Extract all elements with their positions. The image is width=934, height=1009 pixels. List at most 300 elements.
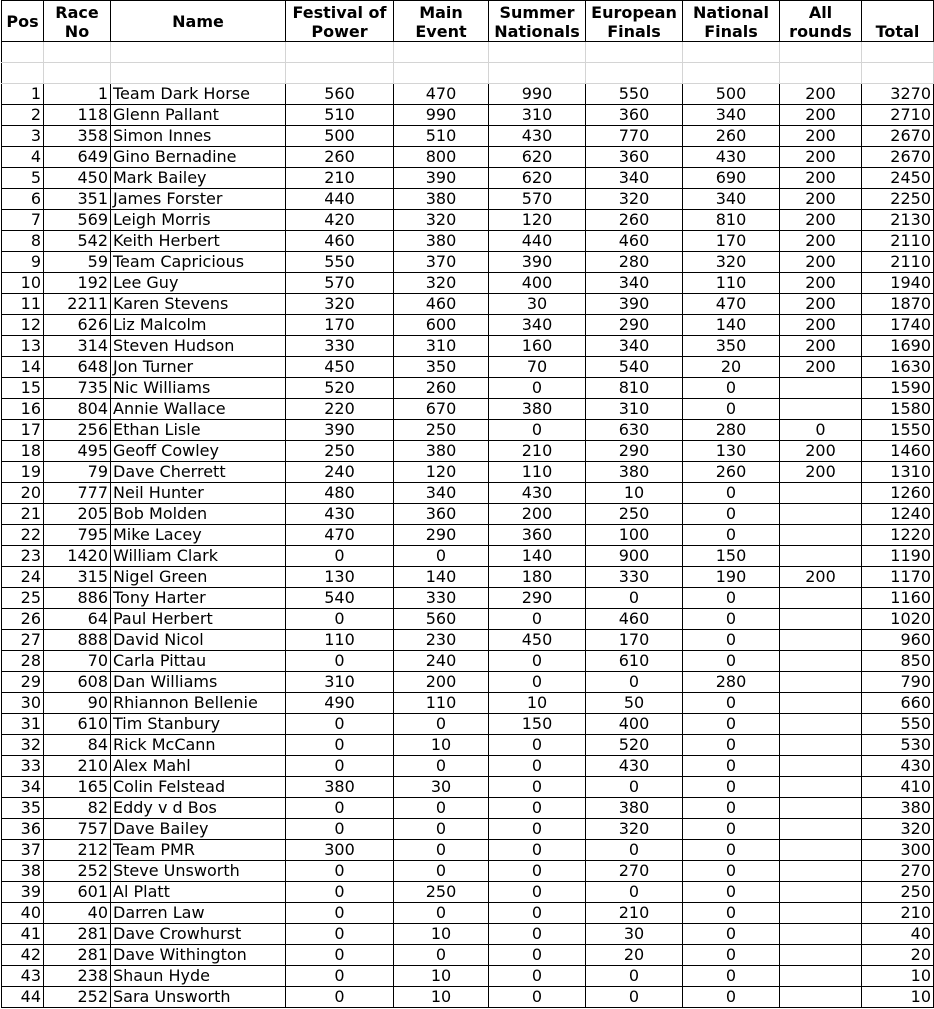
cell-pos[interactable]: 23 [2,546,44,567]
cell-total[interactable]: 2670 [862,147,934,168]
cell-festival-of-power[interactable]: 240 [286,462,394,483]
cell-all-rounds[interactable] [780,840,862,861]
cell-name[interactable]: James Forster [111,189,286,210]
cell-total[interactable]: 1310 [862,462,934,483]
cell-pos[interactable]: 2 [2,105,44,126]
cell-european-finals[interactable]: 310 [586,399,683,420]
cell-national-finals[interactable]: 260 [683,462,780,483]
cell-race-no[interactable]: 888 [44,630,111,651]
cell-national-finals[interactable]: 150 [683,546,780,567]
cell-festival-of-power[interactable]: 0 [286,798,394,819]
cell-european-finals[interactable]: 0 [586,966,683,987]
cell-summer-nationals[interactable]: 140 [489,546,586,567]
cell-european-finals[interactable]: 290 [586,441,683,462]
cell-european-finals[interactable]: 340 [586,168,683,189]
header-total[interactable]: Total [862,1,934,42]
cell-national-finals[interactable]: 0 [683,966,780,987]
cell-national-finals[interactable]: 0 [683,399,780,420]
cell-main-event[interactable]: 350 [394,357,489,378]
cell-total[interactable]: 1020 [862,609,934,630]
cell-all-rounds[interactable] [780,693,862,714]
cell-total[interactable]: 1460 [862,441,934,462]
cell-national-finals[interactable]: 0 [683,756,780,777]
cell-total[interactable]: 3270 [862,84,934,105]
header-european-finals[interactable]: European Finals [586,1,683,42]
cell-summer-nationals[interactable]: 620 [489,147,586,168]
cell-summer-nationals[interactable]: 0 [489,840,586,861]
cell-main-event[interactable]: 320 [394,273,489,294]
cell-main-event[interactable]: 260 [394,378,489,399]
cell-european-finals[interactable]: 380 [586,798,683,819]
cell-festival-of-power[interactable]: 490 [286,693,394,714]
cell-race-no[interactable]: 777 [44,483,111,504]
cell-main-event[interactable]: 110 [394,693,489,714]
cell-pos[interactable]: 36 [2,819,44,840]
cell-summer-nationals[interactable]: 110 [489,462,586,483]
cell-all-rounds[interactable]: 200 [780,126,862,147]
cell-name[interactable]: Geoff Cowley [111,441,286,462]
cell-all-rounds[interactable] [780,777,862,798]
cell-pos[interactable]: 13 [2,336,44,357]
cell-pos[interactable]: 28 [2,651,44,672]
cell-main-event[interactable]: 0 [394,546,489,567]
cell-festival-of-power[interactable]: 130 [286,567,394,588]
cell-all-rounds[interactable]: 200 [780,84,862,105]
cell-festival-of-power[interactable]: 260 [286,147,394,168]
cell-summer-nationals[interactable]: 310 [489,105,586,126]
cell-name[interactable]: Neil Hunter [111,483,286,504]
cell-main-event[interactable]: 120 [394,462,489,483]
cell-all-rounds[interactable]: 200 [780,189,862,210]
cell-total[interactable]: 790 [862,672,934,693]
cell-name[interactable]: Sara Unsworth [111,987,286,1008]
cell-summer-nationals[interactable]: 160 [489,336,586,357]
cell-name[interactable]: Glenn Pallant [111,105,286,126]
cell-european-finals[interactable]: 610 [586,651,683,672]
cell-total[interactable]: 1630 [862,357,934,378]
cell-all-rounds[interactable]: 200 [780,441,862,462]
cell-main-event[interactable]: 380 [394,441,489,462]
cell-name[interactable]: Ethan Lisle [111,420,286,441]
cell-all-rounds[interactable]: 200 [780,105,862,126]
header-summer-nationals[interactable]: Summer Nationals [489,1,586,42]
cell-name[interactable]: Bob Molden [111,504,286,525]
cell-national-finals[interactable]: 0 [683,903,780,924]
cell-total[interactable]: 1160 [862,588,934,609]
cell-european-finals[interactable]: 540 [586,357,683,378]
cell-total[interactable]: 320 [862,819,934,840]
cell-national-finals[interactable]: 430 [683,147,780,168]
cell-name[interactable]: Tony Harter [111,588,286,609]
cell-name[interactable]: Simon Innes [111,126,286,147]
cell-name[interactable]: Eddy v d Bos [111,798,286,819]
cell-european-finals[interactable]: 460 [586,231,683,252]
cell-race-no[interactable]: 351 [44,189,111,210]
cell-name[interactable]: Tim Stanbury [111,714,286,735]
cell-national-finals[interactable]: 0 [683,945,780,966]
cell-pos[interactable]: 26 [2,609,44,630]
cell-all-rounds[interactable] [780,714,862,735]
header-national-finals[interactable]: National Finals [683,1,780,42]
cell-european-finals[interactable]: 270 [586,861,683,882]
cell-national-finals[interactable]: 0 [683,714,780,735]
cell-all-rounds[interactable]: 200 [780,567,862,588]
cell-main-event[interactable]: 230 [394,630,489,651]
cell-all-rounds[interactable] [780,924,862,945]
cell-festival-of-power[interactable]: 550 [286,252,394,273]
cell-national-finals[interactable]: 280 [683,672,780,693]
cell-summer-nationals[interactable]: 450 [489,630,586,651]
cell-main-event[interactable]: 560 [394,609,489,630]
cell-summer-nationals[interactable]: 570 [489,189,586,210]
cell-festival-of-power[interactable]: 170 [286,315,394,336]
cell-name[interactable]: Carla Pittau [111,651,286,672]
cell-pos[interactable]: 25 [2,588,44,609]
cell-main-event[interactable]: 310 [394,336,489,357]
cell-pos[interactable]: 7 [2,210,44,231]
cell-pos[interactable]: 21 [2,504,44,525]
cell-race-no[interactable]: 804 [44,399,111,420]
cell-all-rounds[interactable] [780,882,862,903]
cell-name[interactable]: Team Dark Horse [111,84,286,105]
cell-race-no[interactable]: 315 [44,567,111,588]
cell-total[interactable]: 380 [862,798,934,819]
cell-national-finals[interactable]: 0 [683,882,780,903]
cell-total[interactable]: 1260 [862,483,934,504]
cell-race-no[interactable]: 210 [44,756,111,777]
cell-national-finals[interactable]: 810 [683,210,780,231]
cell-race-no[interactable]: 212 [44,840,111,861]
cell-european-finals[interactable]: 0 [586,882,683,903]
cell-european-finals[interactable]: 900 [586,546,683,567]
cell-national-finals[interactable]: 170 [683,231,780,252]
cell-total[interactable]: 660 [862,693,934,714]
cell-pos[interactable]: 17 [2,420,44,441]
cell-festival-of-power[interactable]: 0 [286,924,394,945]
cell-festival-of-power[interactable]: 300 [286,840,394,861]
cell-all-rounds[interactable] [780,609,862,630]
cell-all-rounds[interactable] [780,588,862,609]
cell-summer-nationals[interactable]: 0 [489,987,586,1008]
cell-festival-of-power[interactable]: 470 [286,525,394,546]
cell-race-no[interactable]: 281 [44,924,111,945]
cell-total[interactable]: 2110 [862,252,934,273]
cell-summer-nationals[interactable]: 430 [489,126,586,147]
cell-european-finals[interactable]: 210 [586,903,683,924]
cell-summer-nationals[interactable]: 0 [489,882,586,903]
header-main-event[interactable]: Main Event [394,1,489,42]
cell-summer-nationals[interactable]: 290 [489,588,586,609]
cell-festival-of-power[interactable]: 440 [286,189,394,210]
cell-main-event[interactable]: 0 [394,756,489,777]
cell-pos[interactable]: 29 [2,672,44,693]
cell-summer-nationals[interactable]: 0 [489,924,586,945]
cell-european-finals[interactable]: 20 [586,945,683,966]
cell-total[interactable]: 2250 [862,189,934,210]
cell-total[interactable]: 1740 [862,315,934,336]
cell-summer-nationals[interactable]: 10 [489,693,586,714]
cell-main-event[interactable]: 10 [394,987,489,1008]
cell-main-event[interactable]: 380 [394,231,489,252]
cell-main-event[interactable]: 0 [394,903,489,924]
cell-name[interactable]: Rhiannon Bellenie [111,693,286,714]
cell-festival-of-power[interactable]: 460 [286,231,394,252]
cell-main-event[interactable]: 0 [394,861,489,882]
cell-all-rounds[interactable]: 200 [780,252,862,273]
cell-pos[interactable]: 8 [2,231,44,252]
cell-national-finals[interactable]: 0 [683,735,780,756]
cell-race-no[interactable]: 795 [44,525,111,546]
cell-name[interactable]: Team PMR [111,840,286,861]
cell-festival-of-power[interactable]: 560 [286,84,394,105]
cell-total[interactable]: 1590 [862,378,934,399]
header-festival-of-power[interactable]: Festival of Power [286,1,394,42]
cell-pos[interactable]: 27 [2,630,44,651]
cell-total[interactable]: 1870 [862,294,934,315]
cell-main-event[interactable]: 200 [394,672,489,693]
cell-all-rounds[interactable] [780,546,862,567]
cell-all-rounds[interactable]: 200 [780,357,862,378]
cell-race-no[interactable]: 70 [44,651,111,672]
cell-all-rounds[interactable]: 200 [780,336,862,357]
cell-national-finals[interactable]: 340 [683,189,780,210]
cell-main-event[interactable]: 10 [394,966,489,987]
cell-all-rounds[interactable] [780,861,862,882]
cell-all-rounds[interactable] [780,903,862,924]
cell-pos[interactable]: 39 [2,882,44,903]
cell-total[interactable]: 850 [862,651,934,672]
cell-national-finals[interactable]: 0 [683,609,780,630]
cell-european-finals[interactable]: 550 [586,84,683,105]
cell-summer-nationals[interactable]: 30 [489,294,586,315]
cell-main-event[interactable]: 240 [394,651,489,672]
cell-all-rounds[interactable] [780,819,862,840]
cell-national-finals[interactable]: 0 [683,840,780,861]
header-pos[interactable]: Pos [2,1,44,42]
cell-european-finals[interactable]: 630 [586,420,683,441]
cell-main-event[interactable]: 600 [394,315,489,336]
cell-pos[interactable]: 15 [2,378,44,399]
cell-main-event[interactable]: 510 [394,126,489,147]
cell-european-finals[interactable]: 330 [586,567,683,588]
cell-pos[interactable]: 10 [2,273,44,294]
cell-festival-of-power[interactable]: 430 [286,504,394,525]
cell-european-finals[interactable]: 430 [586,756,683,777]
cell-name[interactable]: Alex Mahl [111,756,286,777]
cell-total[interactable]: 1690 [862,336,934,357]
cell-european-finals[interactable]: 460 [586,609,683,630]
cell-european-finals[interactable]: 0 [586,588,683,609]
cell-pos[interactable]: 3 [2,126,44,147]
cell-all-rounds[interactable]: 200 [780,147,862,168]
cell-pos[interactable]: 35 [2,798,44,819]
cell-all-rounds[interactable] [780,672,862,693]
cell-european-finals[interactable]: 50 [586,693,683,714]
cell-pos[interactable]: 40 [2,903,44,924]
cell-total[interactable]: 270 [862,861,934,882]
cell-national-finals[interactable]: 280 [683,420,780,441]
cell-summer-nationals[interactable]: 400 [489,273,586,294]
cell-total[interactable]: 1550 [862,420,934,441]
cell-pos[interactable]: 32 [2,735,44,756]
cell-name[interactable]: Liz Malcolm [111,315,286,336]
cell-european-finals[interactable]: 280 [586,252,683,273]
cell-summer-nationals[interactable]: 0 [489,861,586,882]
cell-pos[interactable]: 34 [2,777,44,798]
cell-pos[interactable]: 18 [2,441,44,462]
cell-summer-nationals[interactable]: 0 [489,903,586,924]
cell-name[interactable]: Dave Withington [111,945,286,966]
cell-summer-nationals[interactable]: 0 [489,798,586,819]
cell-summer-nationals[interactable]: 200 [489,504,586,525]
cell-race-no[interactable]: 626 [44,315,111,336]
cell-name[interactable]: Keith Herbert [111,231,286,252]
cell-main-event[interactable]: 360 [394,504,489,525]
cell-summer-nationals[interactable]: 70 [489,357,586,378]
cell-festival-of-power[interactable]: 0 [286,966,394,987]
cell-summer-nationals[interactable]: 120 [489,210,586,231]
cell-pos[interactable]: 19 [2,462,44,483]
cell-national-finals[interactable]: 0 [683,693,780,714]
cell-race-no[interactable]: 79 [44,462,111,483]
cell-national-finals[interactable]: 340 [683,105,780,126]
cell-main-event[interactable]: 0 [394,798,489,819]
cell-total[interactable]: 410 [862,777,934,798]
cell-national-finals[interactable]: 20 [683,357,780,378]
cell-national-finals[interactable]: 0 [683,819,780,840]
cell-name[interactable]: Darren Law [111,903,286,924]
cell-race-no[interactable]: 608 [44,672,111,693]
cell-festival-of-power[interactable]: 520 [286,378,394,399]
cell-summer-nationals[interactable]: 0 [489,819,586,840]
cell-summer-nationals[interactable]: 0 [489,735,586,756]
cell-national-finals[interactable]: 190 [683,567,780,588]
cell-national-finals[interactable]: 0 [683,651,780,672]
cell-name[interactable]: Gino Bernadine [111,147,286,168]
cell-pos[interactable]: 22 [2,525,44,546]
cell-all-rounds[interactable]: 0 [780,420,862,441]
cell-pos[interactable]: 42 [2,945,44,966]
cell-name[interactable]: David Nicol [111,630,286,651]
cell-festival-of-power[interactable]: 500 [286,126,394,147]
cell-pos[interactable]: 5 [2,168,44,189]
cell-festival-of-power[interactable]: 0 [286,819,394,840]
cell-festival-of-power[interactable]: 480 [286,483,394,504]
cell-race-no[interactable]: 1 [44,84,111,105]
cell-festival-of-power[interactable]: 0 [286,609,394,630]
cell-summer-nationals[interactable]: 0 [489,609,586,630]
cell-all-rounds[interactable] [780,966,862,987]
cell-national-finals[interactable]: 470 [683,294,780,315]
cell-main-event[interactable]: 0 [394,840,489,861]
cell-national-finals[interactable]: 140 [683,315,780,336]
cell-all-rounds[interactable] [780,945,862,966]
cell-all-rounds[interactable] [780,651,862,672]
cell-race-no[interactable]: 238 [44,966,111,987]
cell-race-no[interactable]: 495 [44,441,111,462]
cell-pos[interactable]: 12 [2,315,44,336]
cell-summer-nationals[interactable]: 0 [489,777,586,798]
cell-main-event[interactable]: 340 [394,483,489,504]
cell-name[interactable]: Colin Felstead [111,777,286,798]
cell-european-finals[interactable]: 320 [586,819,683,840]
cell-name[interactable]: Nic Williams [111,378,286,399]
cell-national-finals[interactable]: 320 [683,252,780,273]
cell-all-rounds[interactable] [780,483,862,504]
cell-national-finals[interactable]: 130 [683,441,780,462]
cell-festival-of-power[interactable]: 0 [286,861,394,882]
cell-national-finals[interactable]: 0 [683,630,780,651]
cell-name[interactable]: Karen Stevens [111,294,286,315]
cell-pos[interactable]: 37 [2,840,44,861]
cell-pos[interactable]: 1 [2,84,44,105]
cell-main-event[interactable]: 380 [394,189,489,210]
cell-race-no[interactable]: 59 [44,252,111,273]
cell-total[interactable]: 1190 [862,546,934,567]
cell-european-finals[interactable]: 400 [586,714,683,735]
cell-main-event[interactable]: 10 [394,735,489,756]
cell-total[interactable]: 300 [862,840,934,861]
cell-main-event[interactable]: 0 [394,714,489,735]
header-all-rounds[interactable]: All rounds [780,1,862,42]
cell-main-event[interactable]: 460 [394,294,489,315]
cell-pos[interactable]: 38 [2,861,44,882]
cell-name[interactable]: Shaun Hyde [111,966,286,987]
cell-national-finals[interactable]: 0 [683,798,780,819]
cell-race-no[interactable]: 256 [44,420,111,441]
cell-summer-nationals[interactable]: 430 [489,483,586,504]
cell-pos[interactable]: 20 [2,483,44,504]
cell-summer-nationals[interactable]: 0 [489,672,586,693]
cell-race-no[interactable]: 649 [44,147,111,168]
cell-summer-nationals[interactable]: 180 [489,567,586,588]
cell-race-no[interactable]: 358 [44,126,111,147]
cell-summer-nationals[interactable]: 340 [489,315,586,336]
cell-total[interactable]: 10 [862,966,934,987]
cell-race-no[interactable]: 735 [44,378,111,399]
cell-main-event[interactable]: 320 [394,210,489,231]
cell-summer-nationals[interactable]: 440 [489,231,586,252]
cell-total[interactable]: 10 [862,987,934,1008]
cell-total[interactable]: 1220 [862,525,934,546]
cell-all-rounds[interactable] [780,399,862,420]
cell-pos[interactable]: 44 [2,987,44,1008]
cell-race-no[interactable]: 2211 [44,294,111,315]
cell-main-event[interactable]: 470 [394,84,489,105]
cell-summer-nationals[interactable]: 0 [489,651,586,672]
cell-european-finals[interactable]: 340 [586,273,683,294]
cell-european-finals[interactable]: 0 [586,840,683,861]
cell-name[interactable]: Paul Herbert [111,609,286,630]
cell-main-event[interactable]: 370 [394,252,489,273]
cell-name[interactable]: Dave Bailey [111,819,286,840]
cell-pos[interactable]: 33 [2,756,44,777]
cell-name[interactable]: Nigel Green [111,567,286,588]
cell-european-finals[interactable]: 10 [586,483,683,504]
cell-festival-of-power[interactable]: 450 [286,357,394,378]
cell-all-rounds[interactable] [780,378,862,399]
cell-main-event[interactable]: 390 [394,168,489,189]
cell-total[interactable]: 250 [862,882,934,903]
cell-national-finals[interactable]: 0 [683,483,780,504]
cell-summer-nationals[interactable]: 0 [489,756,586,777]
cell-race-no[interactable]: 90 [44,693,111,714]
cell-main-event[interactable]: 0 [394,945,489,966]
cell-european-finals[interactable]: 250 [586,504,683,525]
cell-summer-nationals[interactable]: 620 [489,168,586,189]
cell-all-rounds[interactable]: 200 [780,231,862,252]
cell-name[interactable]: Mark Bailey [111,168,286,189]
